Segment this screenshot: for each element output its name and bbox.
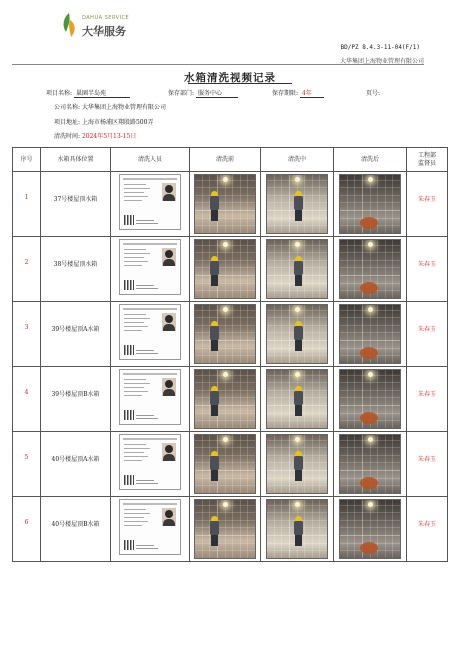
row-number: 2 (13, 237, 41, 302)
after-photo-cell (334, 432, 407, 497)
document-code: BD/PZ 8.4.3-11-04(F/1) (340, 44, 420, 51)
staff-id-card (111, 367, 190, 432)
info-project (46, 88, 130, 98)
before-photo-cell (190, 302, 261, 367)
before-photo-cell (190, 172, 261, 237)
staff-certificate-image (119, 434, 181, 490)
before-photo-cell (190, 237, 261, 302)
staff-photo (162, 443, 176, 461)
table-row (13, 367, 448, 432)
supervisor-signature: 朱春玉 (407, 172, 448, 237)
header-num: 序号 (13, 148, 41, 172)
during-photo-cell (261, 432, 334, 497)
staff-photo (162, 183, 176, 201)
project-value: 巢園半岛苑 (74, 88, 130, 98)
staff-certificate-image (119, 499, 181, 555)
tank-location: 40号楼屋顶B水箱 (41, 497, 111, 562)
before-cleaning-photo (194, 434, 256, 494)
period-label: 保存期限: (272, 90, 299, 97)
during-photo-cell (261, 172, 334, 237)
row-number: 1 (13, 172, 41, 237)
company-label: 公司名称: (54, 104, 81, 111)
header-staff: 清洗人员 (111, 148, 190, 172)
before-cleaning-photo (194, 369, 256, 429)
qr-code-icon (124, 345, 134, 355)
tank-location: 40号楼屋顶A水箱 (41, 432, 111, 497)
tank-location: 37号楼屋顶水箱 (41, 172, 111, 237)
info-company (54, 102, 166, 111)
table-header-row (13, 148, 448, 172)
logo-text-en: DAHUA SERVICE (82, 15, 130, 21)
before-photo-cell (190, 367, 261, 432)
staff-id-card (111, 302, 190, 367)
after-photo-cell (334, 497, 407, 562)
after-photo-cell (334, 302, 407, 367)
page-title: 水箱清洗视频记录 (184, 72, 276, 84)
info-time (54, 131, 136, 140)
cleaning-record-table (12, 147, 448, 562)
after-cleaning-photo (339, 239, 401, 299)
header-company-name: 大华集团上海物业管理有限公司 (339, 58, 424, 65)
qr-code-icon (124, 215, 134, 225)
header-location: 水箱具体位置 (41, 148, 111, 172)
table-row (13, 302, 448, 367)
header-after: 清洗后 (334, 148, 407, 172)
tank-location: 38号楼屋顶水箱 (41, 237, 111, 302)
after-cleaning-photo (339, 304, 401, 364)
before-photo-cell (190, 432, 261, 497)
staff-photo (162, 508, 176, 526)
qr-code-icon (124, 475, 134, 485)
during-cleaning-photo (266, 434, 328, 494)
staff-photo (162, 378, 176, 396)
info-dept (168, 88, 238, 98)
header-divider (12, 64, 424, 65)
header-during: 清洗中 (261, 148, 334, 172)
table-row (13, 432, 448, 497)
supervisor-signature: 朱春玉 (407, 237, 448, 302)
tank-location: 39号楼屋顶A水箱 (41, 302, 111, 367)
after-photo-cell (334, 237, 407, 302)
time-label: 清洗时间: (54, 133, 81, 140)
during-photo-cell (261, 497, 334, 562)
supervisor-signature: 朱春玉 (407, 367, 448, 432)
staff-id-card (111, 172, 190, 237)
before-cleaning-photo (194, 174, 256, 234)
supervisor-signature: 朱春玉 (407, 432, 448, 497)
during-cleaning-photo (266, 304, 328, 364)
staff-certificate-image (119, 174, 181, 230)
staff-certificate-image (119, 304, 181, 360)
qr-code-icon (124, 280, 134, 290)
supervisor-signature: 朱春玉 (407, 302, 448, 367)
supervisor-signature: 朱春玉 (407, 497, 448, 562)
tank-location: 39号楼屋顶B水箱 (41, 367, 111, 432)
staff-id-card (111, 237, 190, 302)
qr-code-icon (124, 410, 134, 420)
staff-certificate-image (119, 239, 181, 295)
during-cleaning-photo (266, 499, 328, 559)
after-cleaning-photo (339, 174, 401, 234)
info-address (54, 117, 153, 126)
period-value: 4年 (300, 88, 324, 98)
info-page (366, 88, 380, 97)
project-label: 项目名称: (46, 90, 73, 97)
logo-text-cn: 大华服务 (82, 25, 126, 38)
after-cleaning-photo (339, 369, 401, 429)
title-underline (188, 83, 292, 84)
staff-photo (162, 248, 176, 266)
table-row (13, 497, 448, 562)
before-cleaning-photo (194, 499, 256, 559)
row-number: 5 (13, 432, 41, 497)
before-photo-cell (190, 497, 261, 562)
after-photo-cell (334, 367, 407, 432)
during-photo-cell (261, 367, 334, 432)
time-value: 2024年5月13-15日 (81, 133, 137, 140)
during-cleaning-photo (266, 369, 328, 429)
staff-id-card (111, 497, 190, 562)
page-label: 页号: (366, 90, 381, 97)
staff-photo (162, 313, 176, 331)
address-value: 上海市杨浦区翔殷路500弄 (81, 119, 154, 126)
dahua-leaf-icon (60, 12, 78, 38)
address-label: 项目地址: (54, 119, 81, 126)
during-cleaning-photo (266, 174, 328, 234)
after-cleaning-photo (339, 499, 401, 559)
staff-id-card (111, 432, 190, 497)
during-photo-cell (261, 302, 334, 367)
row-number: 3 (13, 302, 41, 367)
dept-label: 保存部门: (168, 90, 195, 97)
during-photo-cell (261, 237, 334, 302)
dept-value: 服务中心 (196, 88, 238, 98)
company-value: 大华集团上海物业管理有限公司 (81, 104, 166, 111)
row-number: 6 (13, 497, 41, 562)
during-cleaning-photo (266, 239, 328, 299)
after-cleaning-photo (339, 434, 401, 494)
after-photo-cell (334, 172, 407, 237)
row-number: 4 (13, 367, 41, 432)
qr-code-icon (124, 540, 134, 550)
info-period (272, 88, 324, 98)
company-logo (60, 12, 140, 40)
header-supervisor: 工程部 监督员 (407, 148, 448, 172)
before-cleaning-photo (194, 304, 256, 364)
table-row (13, 172, 448, 237)
staff-certificate-image (119, 369, 181, 425)
table-row (13, 237, 448, 302)
before-cleaning-photo (194, 239, 256, 299)
header-before: 清洗前 (190, 148, 261, 172)
